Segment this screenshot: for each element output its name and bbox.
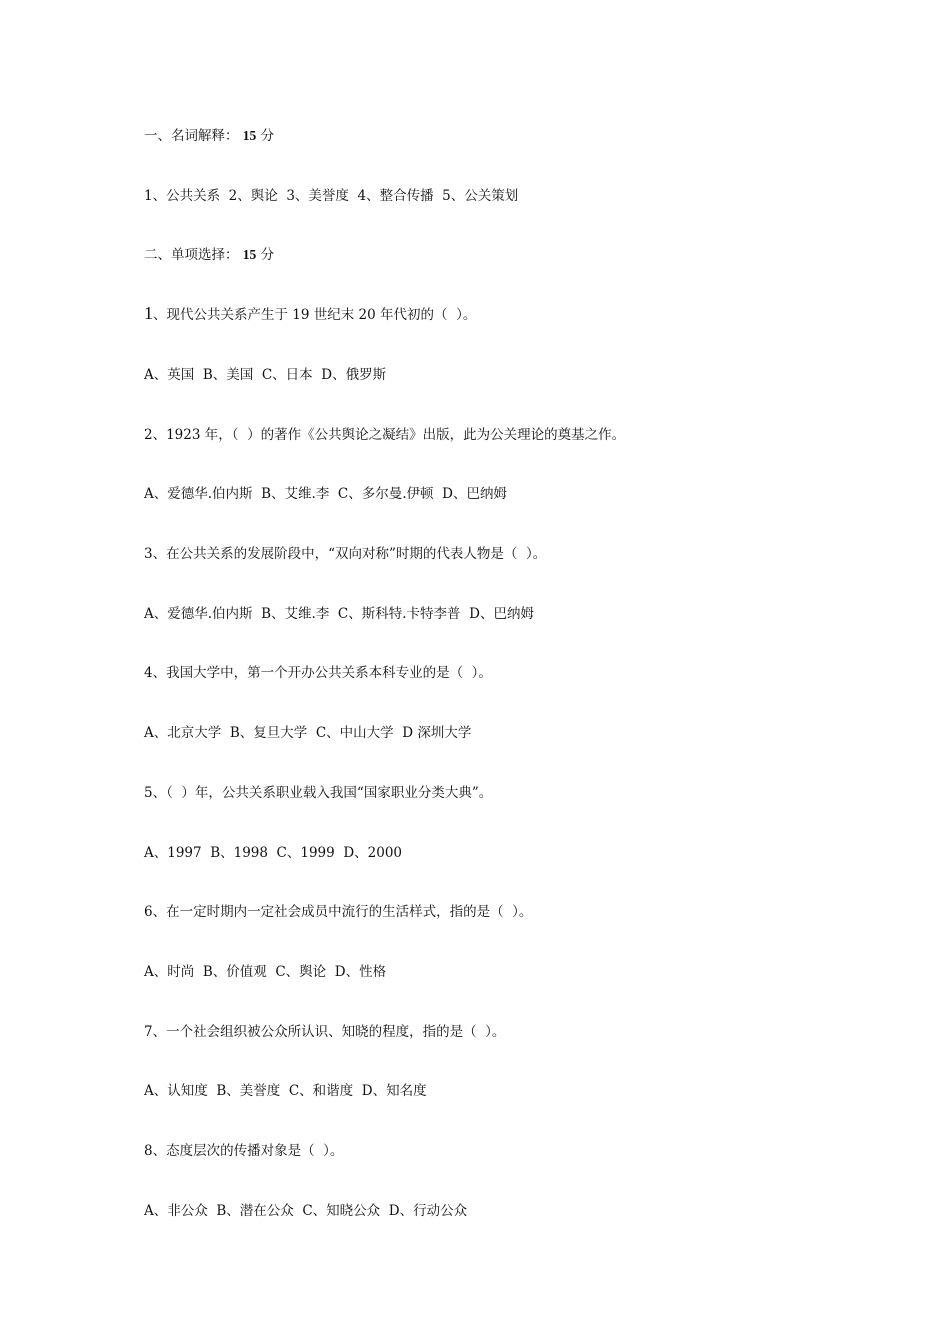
question-1 bbox=[144, 303, 476, 325]
question-text: 、现代公共关系产生于 19 世纪末 20 年代初的（ ）。 bbox=[153, 307, 477, 323]
heading-score: 15 bbox=[242, 247, 257, 262]
question-6: 6、在一定时期内一定社会成员中流行的生活样式，指的是（ ）。 bbox=[144, 904, 533, 920]
heading-label: 一、名词解释： bbox=[144, 128, 239, 144]
section-heading-term-definitions bbox=[144, 126, 274, 146]
heading-unit: 分 bbox=[260, 247, 275, 263]
question-8: 8、态度层次的传播对象是（ ）。 bbox=[144, 1143, 344, 1159]
question-number: 1 bbox=[144, 303, 153, 323]
question-4: 4、我国大学中，第一个开办公共关系本科专业的是（ ）。 bbox=[144, 665, 492, 681]
question-1-options: A、英国 B、美国 C、日本 D、俄罗斯 bbox=[144, 367, 387, 383]
question-2-options: A、爱德华.伯内斯 B、艾维.李 C、多尔曼.伊顿 D、巴纳姆 bbox=[144, 486, 507, 502]
question-2: 2、1923 年，（ ）的著作《公共舆论之凝结》出版，此为公关理论的奠基之作。 bbox=[144, 427, 626, 443]
question-6-options: A、时尚 B、价值观 C、舆论 D、性格 bbox=[144, 964, 387, 980]
question-5-options: A、1997 B、1998 C、1999 D、2000 bbox=[144, 845, 402, 861]
question-3-options: A、爱德华.伯内斯 B、艾维.李 C、斯科特.卡特李普 D、巴纳姆 bbox=[144, 606, 534, 622]
heading-score: 15 bbox=[242, 128, 257, 143]
section-heading-single-choice bbox=[144, 245, 274, 265]
heading-label: 二、单项选择： bbox=[144, 247, 239, 263]
heading-unit: 分 bbox=[260, 128, 275, 144]
question-7: 7、一个社会组织被公众所认识、知晓的程度，指的是（ ）。 bbox=[144, 1024, 506, 1040]
question-3: 3、在公共关系的发展阶段中，“双向对称”时期的代表人物是（ ）。 bbox=[144, 546, 547, 562]
question-8-options: A、非公众 B、潜在公众 C、知晓公众 D、行动公众 bbox=[144, 1203, 468, 1219]
term-list: 1、公共关系 2、舆论 3、美誉度 4、整合传播 5、公关策划 bbox=[144, 188, 519, 204]
question-5: 5、（ ）年，公共关系职业载入我国“国家职业分类大典”。 bbox=[144, 785, 493, 801]
question-7-options: A、认知度 B、美誉度 C、和谐度 D、知名度 bbox=[144, 1083, 427, 1099]
question-4-options: A、北京大学 B、复旦大学 C、中山大学 D 深圳大学 bbox=[144, 725, 472, 741]
